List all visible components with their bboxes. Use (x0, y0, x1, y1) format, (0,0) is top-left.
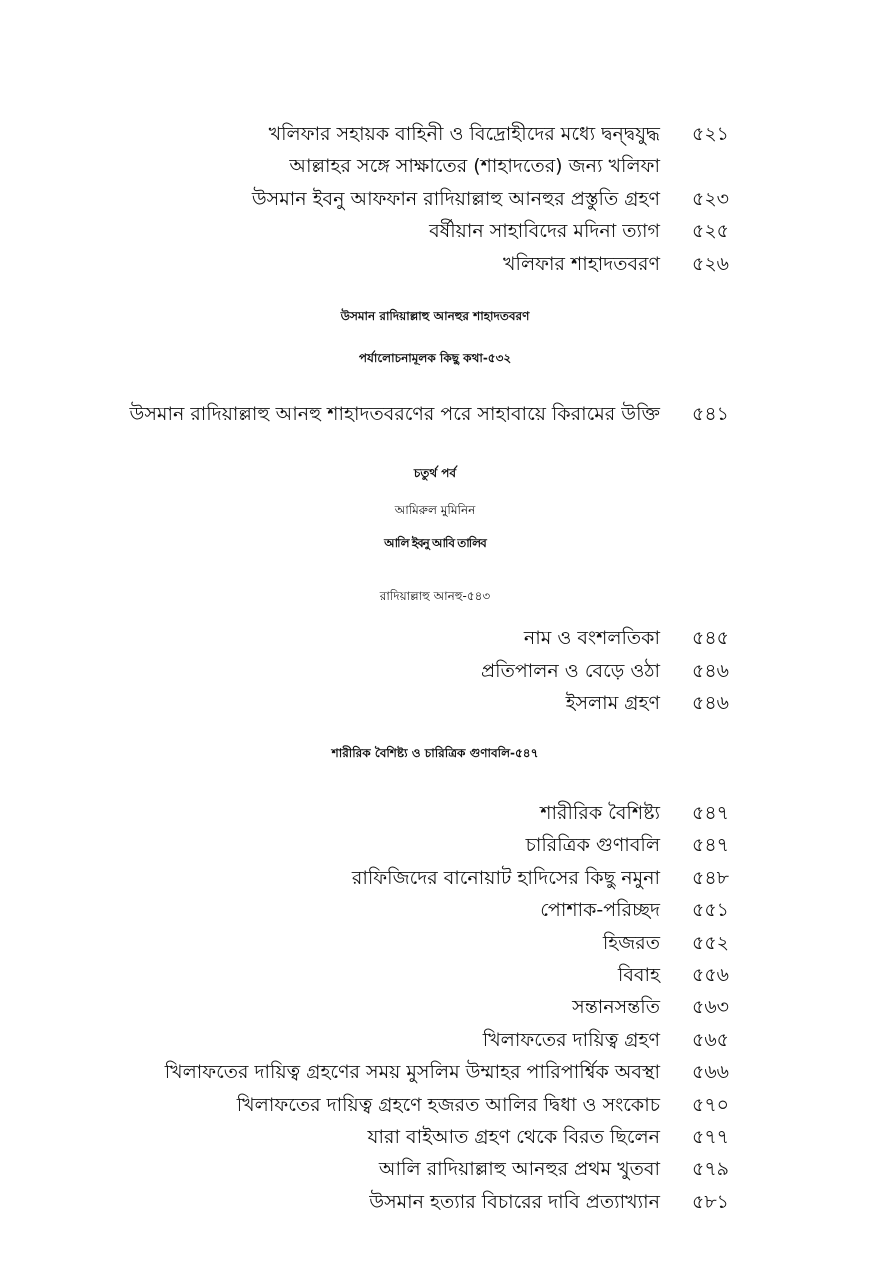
toc-entry (0, 1056, 870, 1088)
toc-entry (0, 894, 870, 926)
toc-entry-page: ৫৮১ (692, 1191, 729, 1213)
toc-entry-title: উসমান ইবনু আফফান রাদিয়াল্লাহু আনহুর প্রস্তুতি গ্রহণ (251, 188, 660, 210)
toc-entry (0, 655, 870, 687)
toc-entry-page: ৫৪৫ (692, 627, 729, 649)
toc-entry-page: ৫৫১ (692, 899, 729, 921)
toc-entry (0, 1024, 870, 1056)
toc-entry-page: ৫৫২ (692, 932, 730, 954)
toc-entry-page: ৫৭৭ (692, 1126, 730, 1148)
toc-entry-page: ৫৭০ (692, 1094, 730, 1116)
toc-entry-title: সন্তানসন্ততি (572, 996, 660, 1018)
toc-entry-title: খিলাফতের দায়িত্ব গ্রহণের সময় মুসলিম উম্মাহর পারিপার্শ্বিক অবস্থা (164, 1061, 660, 1083)
part-honorific: রাদিয়াল্লাহু আনহু-৫৪৩ (379, 589, 491, 603)
toc-entry-page: ৫৪৭ (692, 834, 730, 856)
toc-entry (0, 829, 870, 861)
toc-entry-title: হিজরত (602, 932, 660, 954)
toc-entry-page: ৫২১ (692, 123, 730, 145)
toc-entry (0, 927, 870, 959)
toc-entry-page: ৫৪৮ (692, 867, 729, 889)
toc-entry-title: নাম ও বংশলতিকা (523, 627, 660, 649)
section-heading: শারীরিক বৈশিষ্ট্য ও চারিত্রিক গুণাবলি-৫৪৭ (331, 746, 539, 760)
toc-entry (0, 398, 870, 430)
toc-entry (0, 991, 870, 1023)
toc-entry-title: উসমান হত্যার বিচারের দাবি প্রত্যাখ্যান (369, 1191, 660, 1213)
toc-entry (0, 862, 870, 894)
toc-entry-title: খিলাফতের দায়িত্ব গ্রহণ (482, 1029, 660, 1051)
toc-entry (0, 622, 870, 654)
toc-entry (0, 215, 870, 247)
toc-entry-title: শারীরিক বৈশিষ্ট্য (540, 802, 660, 824)
section-heading: পর্যালোচনামূলক কিছু কথা-৫৩২ (358, 351, 512, 365)
toc-entry (0, 1153, 870, 1185)
toc-entry-title: খিলাফতের দায়িত্ব গ্রহণে হজরত আলির দ্বিধা ও সংকোচ (236, 1094, 660, 1116)
toc-entry (0, 248, 870, 280)
toc-entry-title: খলিফার সহায়ক বাহিনী ও বিদ্রোহীদের মধ্যে দ্বন্দ্বযুদ্ধ (268, 123, 660, 145)
toc-entry (0, 1089, 870, 1121)
part-name: আলি ইবনু আবি তালিব (384, 536, 486, 550)
toc-entry-page: ৫৪৬ (692, 660, 730, 682)
toc-entry-title: উসমান রাদিয়াল্লাহু আনহু শাহাদতবরণের পরে সাহাবায়ে কিরামের উক্তি (129, 403, 660, 425)
toc-entry-title: বিবাহ (617, 964, 660, 986)
toc-entry-page: ৫৭৯ (692, 1158, 730, 1180)
toc-entry (0, 797, 870, 829)
toc-entry-page: ৫৪৬ (692, 692, 730, 714)
toc-entry-page: ৫৬৫ (692, 1029, 730, 1051)
toc-entry-title: চারিত্রিক গুণাবলি (525, 834, 660, 856)
toc-entry-page: ৫৪৭ (692, 802, 730, 824)
toc-entry-title: আলি রাদিয়াল্লাহু আনহুর প্রথম খুতবা (378, 1158, 660, 1180)
toc-entry-page: ৫৬৬ (692, 1061, 730, 1083)
toc-entry-page: ৫২৬ (692, 253, 730, 275)
toc-entry (0, 183, 870, 215)
toc-entry-page: ৫৫৬ (692, 964, 730, 986)
toc-entry-title: রাফিজিদের বানোয়াট হাদিসের কিছু নমুনা (351, 867, 660, 889)
part-subtitle: আমিরুল মুমিনিন (394, 503, 476, 517)
part-label: চতুর্থ পর্ব (413, 466, 457, 480)
section-heading: উসমান রাদিয়াল্লাহু আনহুর শাহাদতবরণ (340, 309, 530, 323)
toc-entry-page: ৫২৩ (692, 188, 730, 210)
toc-entry-title: আল্লাহর সঙ্গে সাক্ষাতের (শাহাদতের) জন্য খলিফা (289, 155, 660, 177)
toc-entry (0, 118, 870, 150)
toc-entry-title: যারা বাইআত গ্রহণ থেকে বিরত ছিলেন (367, 1126, 660, 1148)
toc-entry-page: ৫৪১ (692, 403, 729, 425)
toc-entry-title: বর্ষীয়ান সাহাবিদের মদিনা ত্যাগ (429, 220, 660, 242)
toc-entry-page: ৫৬৩ (692, 996, 730, 1018)
toc-entry (0, 1186, 870, 1218)
toc-entry-page: ৫২৫ (692, 220, 730, 242)
toc-entry-title: পোশাক-পরিচ্ছদ (540, 899, 660, 921)
toc-entry (0, 150, 870, 182)
toc-entry-title: খলিফার শাহাদতবরণ (503, 253, 660, 275)
toc-entry (0, 687, 870, 719)
toc-entry (0, 959, 870, 991)
toc-entry-title: ইসলাম গ্রহণ (565, 692, 660, 714)
toc-entry (0, 1121, 870, 1153)
toc-entry-title: প্রতিপালন ও বেড়ে ওঠা (480, 660, 660, 682)
